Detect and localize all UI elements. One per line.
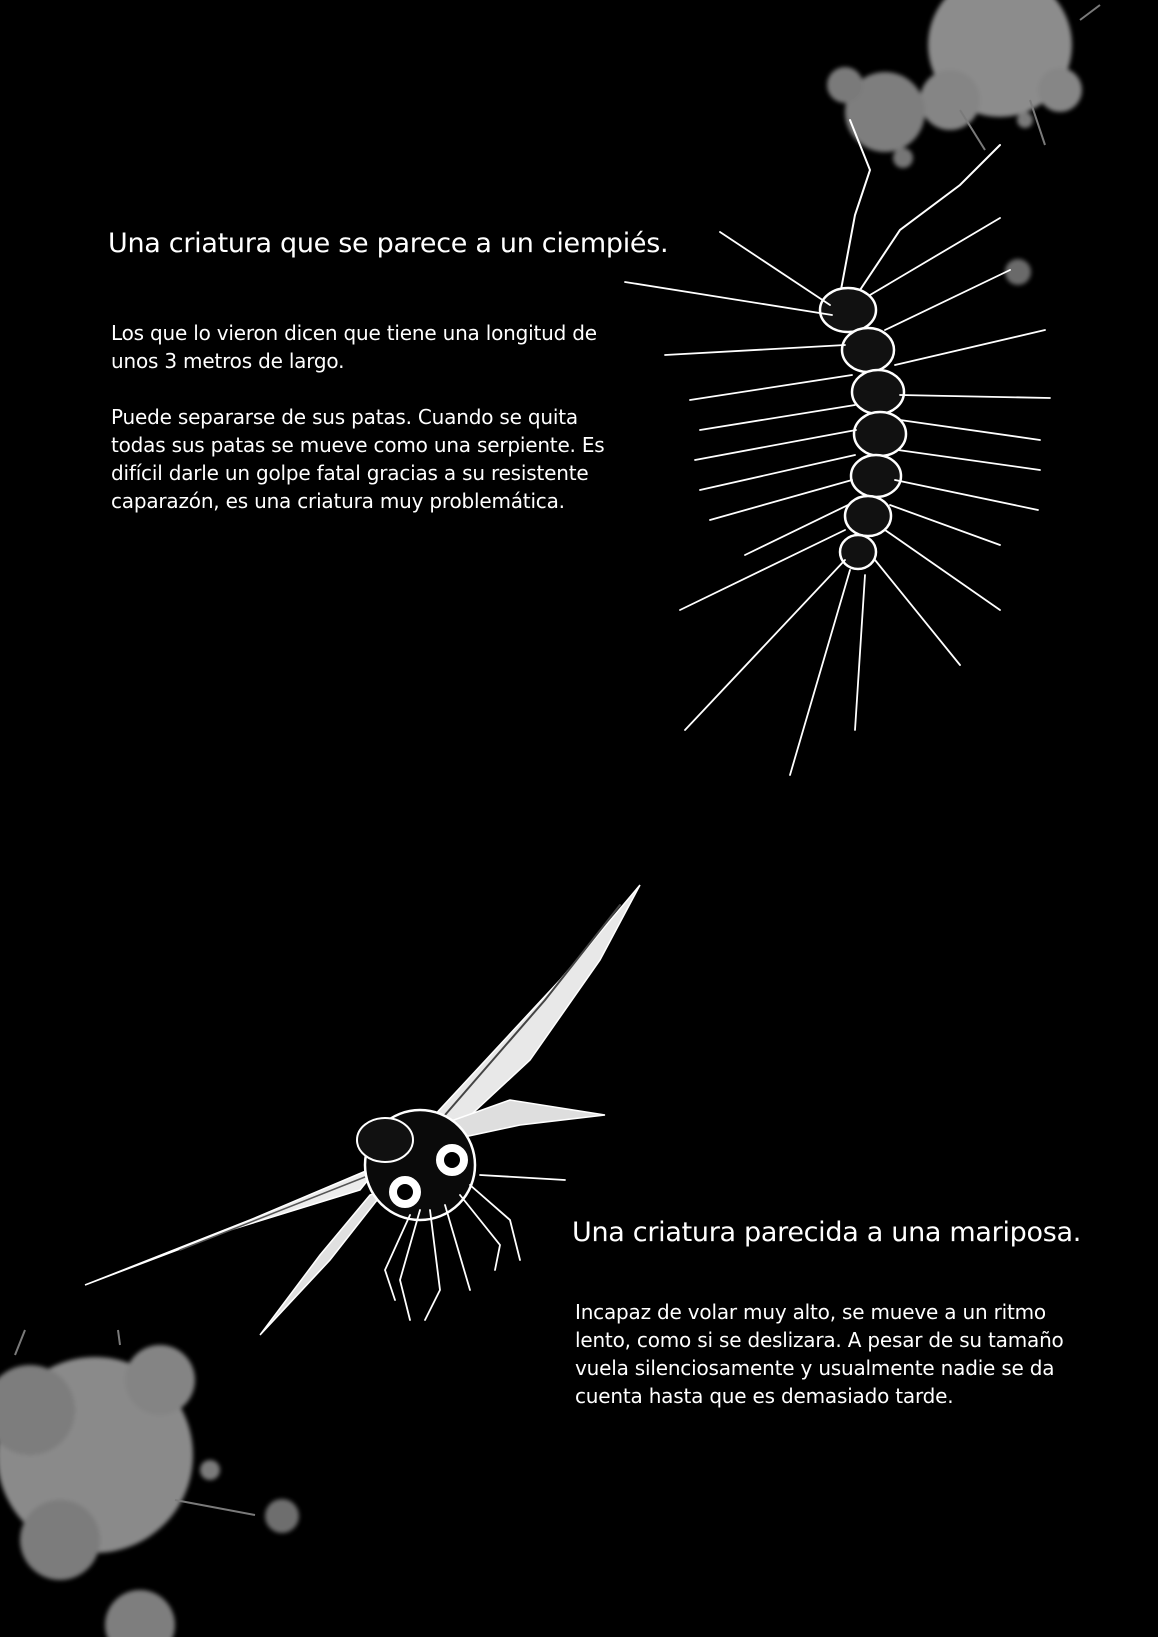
centipede-paragraph-2: Puede separarse de sus patas. Cuando se quita todas sus patas se mueve como una serpiente. Es difícil darle un golpe fatal gracias a su resistente caparazón, es una criatura muy problemática. bbox=[111, 405, 605, 513]
moth-description bbox=[575, 1298, 1095, 1438]
ink-splatter-bottom-left bbox=[0, 1345, 299, 1637]
centipede-paragraph-1: Los que lo vieron dicen que tiene una longitud de unos 3 metros de largo. bbox=[111, 321, 597, 373]
moth-title: Una criatura parecida a una mariposa. bbox=[572, 1217, 1082, 1248]
moth-illustration bbox=[85, 885, 640, 1335]
centipede-title: Una criatura que se parece a un ciempiés. bbox=[108, 228, 669, 259]
centipede-description bbox=[111, 319, 611, 543]
moth-paragraph-1: Incapaz de volar muy alto, se mueve a un ritmo lento, como si se deslizara. A pesar de su tamaño vuela silenciosamente y usualmente nadie se da cuenta hasta que es demasiado tarde. bbox=[575, 1300, 1064, 1408]
centipede-illustration bbox=[625, 120, 1050, 775]
